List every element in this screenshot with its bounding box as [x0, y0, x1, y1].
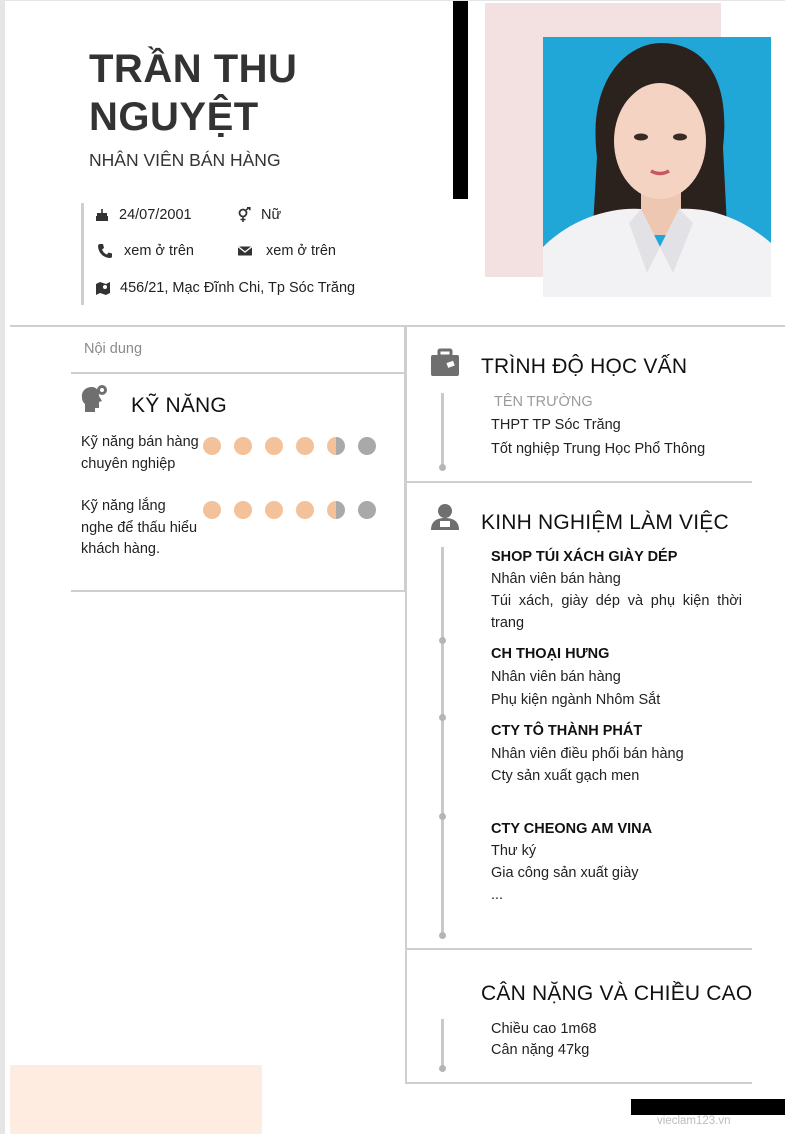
- education-timeline: [441, 393, 444, 467]
- job-title: NHÂN VIÊN BÁN HÀNG: [89, 150, 281, 170]
- job-4-desc: Gia công sản xuất giày: [491, 865, 639, 881]
- rating-dot: [234, 501, 252, 519]
- experience-dot-2: [439, 714, 446, 721]
- skill-1-label-line-1: Kỹ năng bán hàng: [81, 434, 199, 450]
- decorative-black-bar: [453, 1, 468, 199]
- birthday-value: 24/07/2001: [119, 207, 192, 223]
- experience-dot-4: [439, 932, 446, 939]
- right-divider-3: [405, 1082, 752, 1084]
- briefcase-icon: [429, 348, 461, 378]
- job-1-role: Nhân viên bán hàng: [491, 571, 621, 587]
- profile-photo: [543, 37, 771, 297]
- gender-icon: [235, 207, 253, 223]
- rating-dot: [265, 501, 283, 519]
- skill-2-rating: [203, 501, 376, 519]
- email-row: [236, 243, 336, 259]
- height-value: Chiều cao 1m68: [491, 1021, 597, 1037]
- rating-dot: [358, 501, 376, 519]
- job-4-extra: ...: [491, 887, 504, 903]
- gender-row: [235, 207, 281, 223]
- skill-1-rating: [203, 437, 376, 455]
- address-row: [94, 280, 355, 296]
- phone-value: xem ở trên: [124, 243, 194, 259]
- info-divider: [81, 203, 84, 305]
- skill-2-label-line-3: khách hàng.: [81, 541, 161, 557]
- rating-dot: [327, 437, 345, 455]
- job-3-desc: Cty sản xuất gạch men: [491, 768, 640, 784]
- decorative-black-bar-bottom: [631, 1099, 785, 1115]
- gender-value: Nữ: [261, 207, 282, 223]
- job-2-role: Nhân viên bán hàng: [491, 669, 621, 685]
- job-3-role: Nhân viên điều phối bán hàng: [491, 746, 684, 762]
- name-line-1: TRẦN THU: [89, 47, 298, 91]
- school-name: THPT TP Sóc Trăng: [491, 417, 621, 433]
- header-divider: [10, 325, 785, 327]
- body-stats-timeline: [441, 1019, 444, 1067]
- rating-dot: [358, 437, 376, 455]
- body-stats-dot: [439, 1065, 446, 1072]
- email-value: xem ở trên: [266, 243, 336, 259]
- name-line-2: NGUYỆT: [89, 95, 259, 139]
- work-person-icon: [429, 502, 461, 532]
- education-timeline-dot: [439, 464, 446, 471]
- rating-dot: [203, 501, 221, 519]
- skills-title: KỸ NĂNG: [131, 394, 227, 417]
- left-divider-2: [71, 590, 405, 592]
- right-divider-2: [405, 948, 752, 950]
- rating-dot: [203, 437, 221, 455]
- skill-1-label: [81, 432, 206, 475]
- job-3-company: CTY TÔ THÀNH PHÁT: [491, 723, 643, 739]
- head-gear-icon: [80, 383, 112, 413]
- skill-2-label-line-2: nghe để thấu hiểu: [81, 519, 198, 536]
- phone-row: [96, 243, 194, 259]
- job-2-company: CH THOẠI HƯNG: [491, 646, 610, 662]
- body-stats-title: CÂN NẶNG VÀ CHIỀU CAO: [481, 982, 753, 1005]
- job-1-company: SHOP TÚI XÁCH GIÀY DÉP: [491, 549, 678, 565]
- rating-dot: [327, 501, 345, 519]
- rating-dot: [296, 437, 314, 455]
- address-value: 456/21, Mạc Đĩnh Chi, Tp Sóc Trăng: [120, 280, 356, 296]
- job-4-company: CTY CHEONG AM VINA: [491, 821, 653, 837]
- right-divider-1: [405, 481, 752, 483]
- school-label: TÊN TRƯỜNG: [494, 394, 593, 410]
- experience-title: KINH NGHIỆM LÀM VIỆC: [481, 511, 729, 534]
- weight-value: Cân nặng 47kg: [491, 1042, 590, 1058]
- decorative-peach-block: [10, 1065, 262, 1134]
- rating-dot: [234, 437, 252, 455]
- map-icon: [94, 280, 112, 296]
- candidate-name: [89, 45, 429, 141]
- job-4-role: Thư ký: [491, 843, 537, 859]
- right-column-border: [405, 327, 407, 1083]
- skill-2-label: [81, 496, 206, 561]
- rating-dot: [296, 501, 314, 519]
- email-icon: [236, 243, 254, 259]
- rating-dot: [265, 437, 283, 455]
- skill-2-label-line-1: Kỹ năng lắng: [81, 498, 166, 514]
- degree: Tốt nghiệp Trung Học Phổ Thông: [491, 441, 706, 457]
- watermark: vieclam123.vn: [657, 1115, 731, 1127]
- left-divider-1: [71, 372, 405, 374]
- experience-dot-1: [439, 637, 446, 644]
- job-2-desc: Phụ kiện ngành Nhôm Sắt: [491, 692, 661, 708]
- content-placeholder: Nội dung: [84, 341, 143, 357]
- skill-1-label-line-2: chuyên nghiệp: [81, 455, 176, 472]
- birthday-cake-icon: [93, 207, 111, 223]
- job-1-desc: Túi xách, giày dép và phụ kiện thời trang: [491, 593, 742, 631]
- education-title: TRÌNH ĐỘ HỌC VẤN: [481, 355, 688, 378]
- phone-icon: [96, 243, 114, 259]
- experience-dot-3: [439, 813, 446, 820]
- birthday-row: [93, 207, 192, 223]
- experience-timeline: [441, 547, 444, 935]
